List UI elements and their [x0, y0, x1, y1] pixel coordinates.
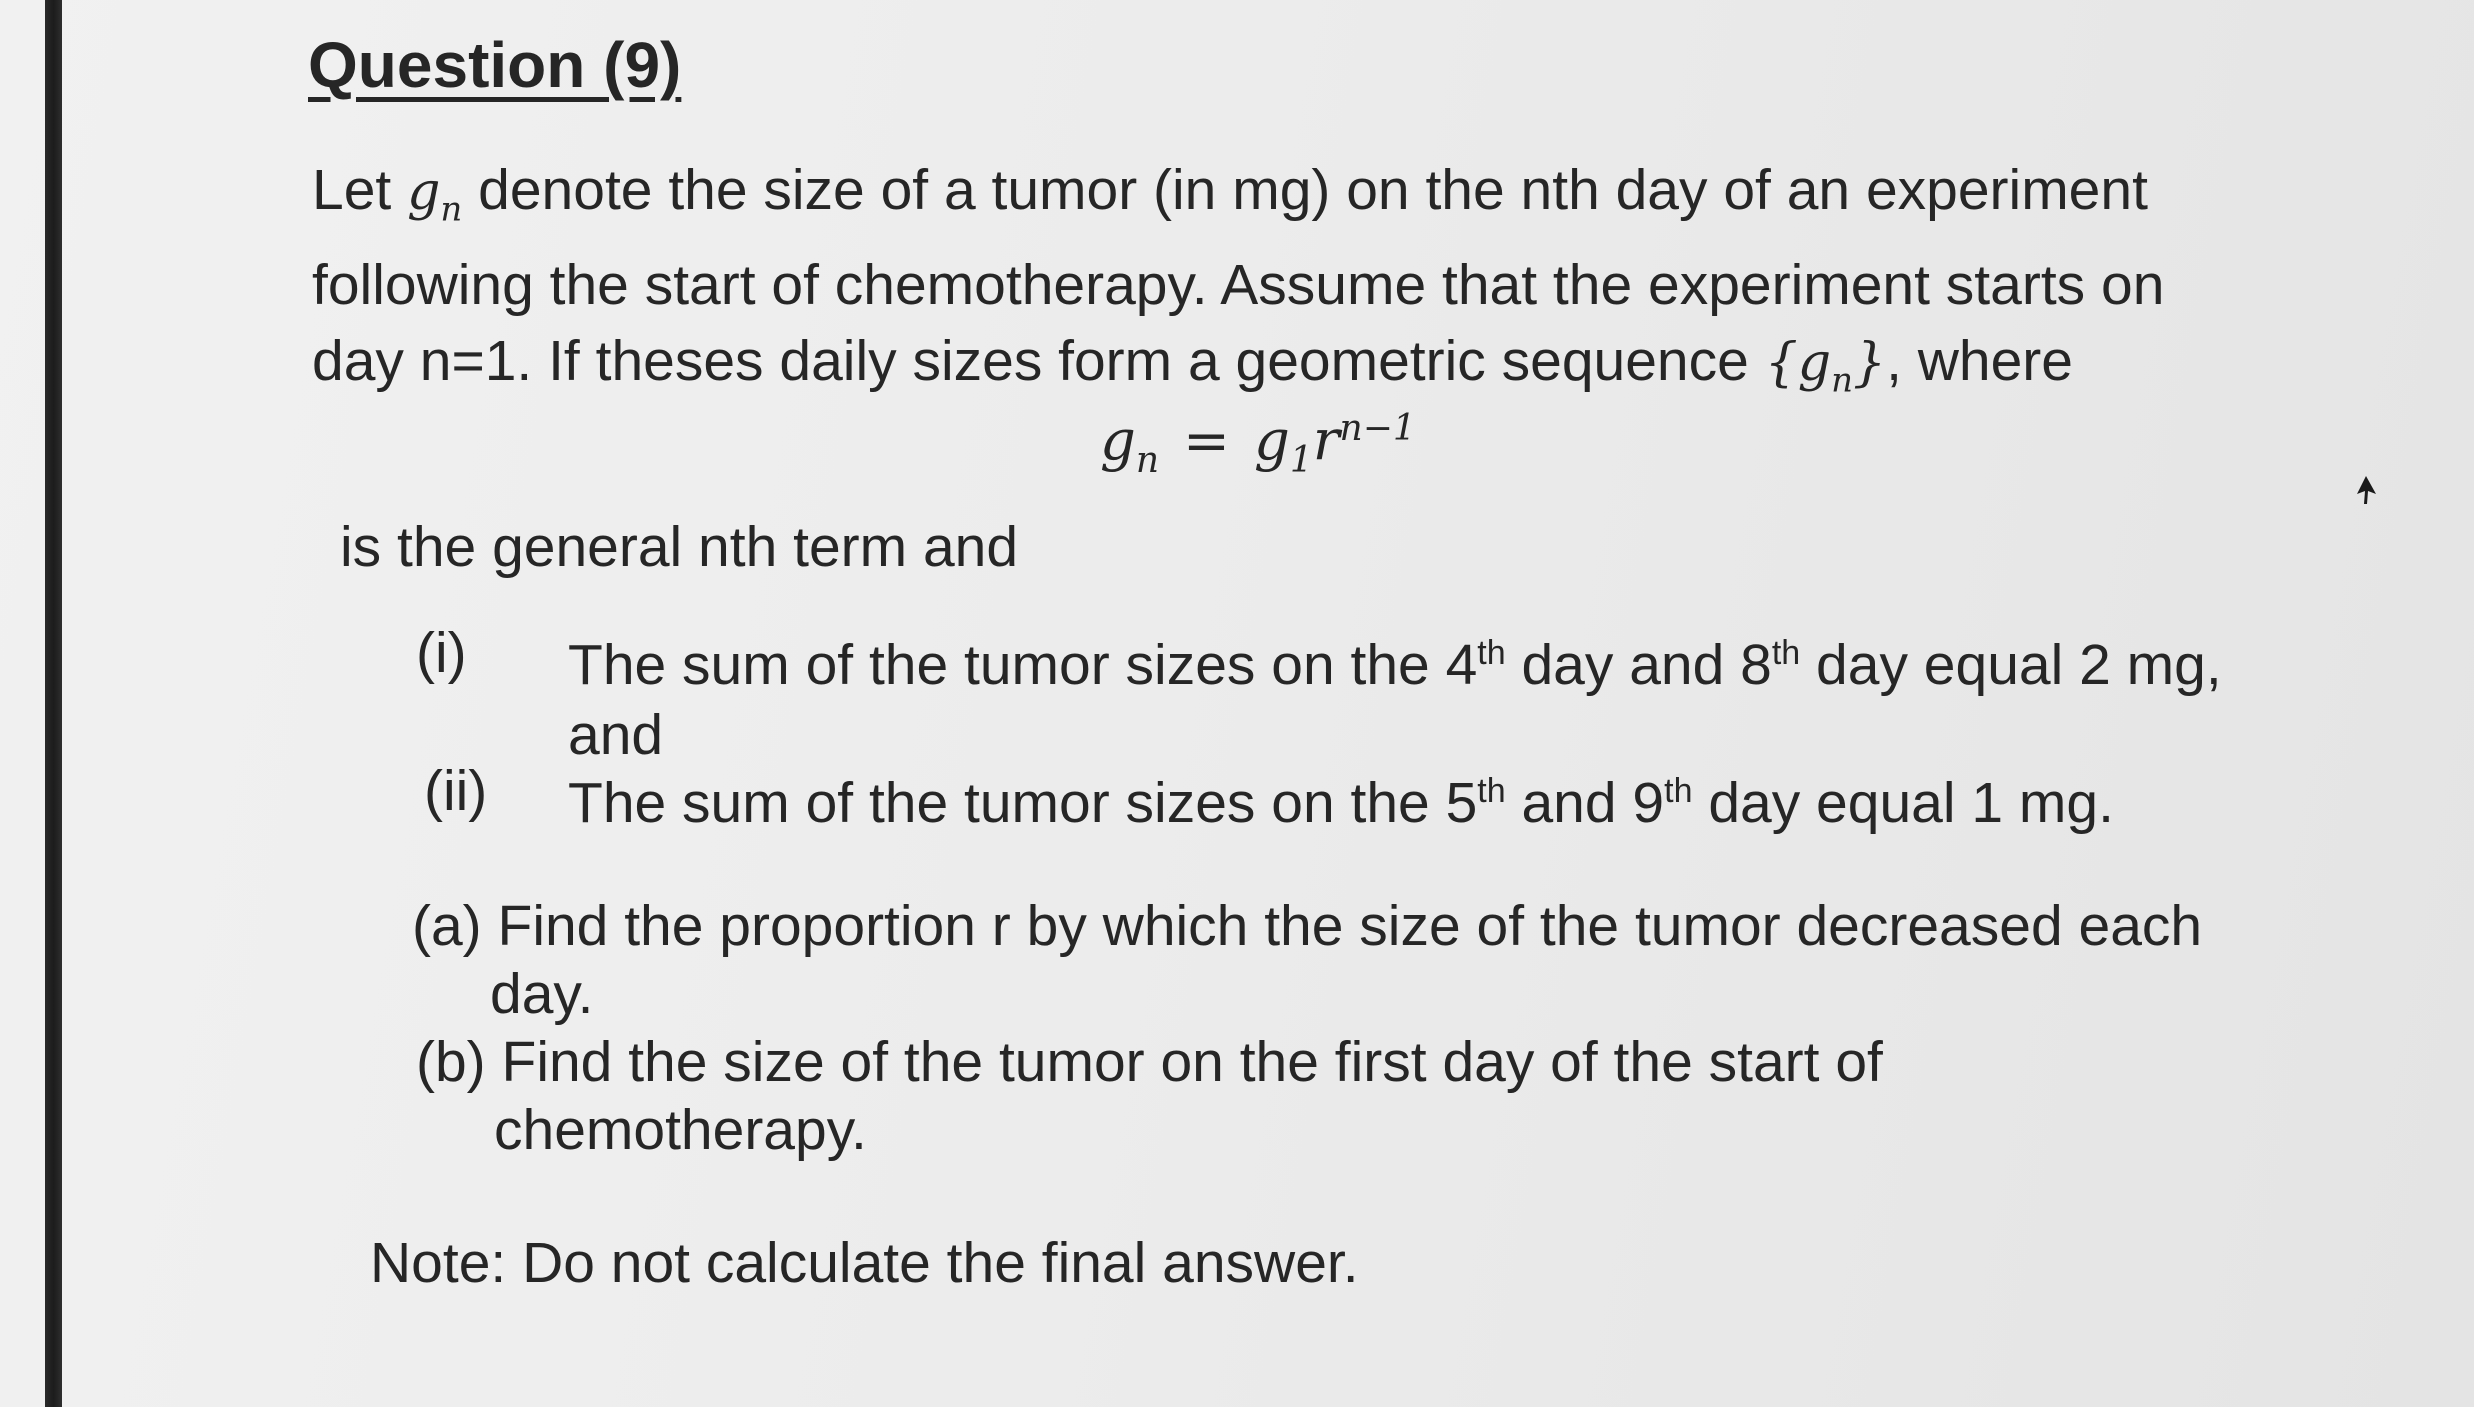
sequence-term: $g_n$	[407, 162, 463, 230]
intro-line-3: day n=1. If theses daily sizes form a geometric sequence $\{g_n\}$, where	[312, 329, 2073, 401]
sequence-set: $\{g_n\}$	[1764, 333, 1887, 401]
intro-line-2: following the start of chemotherapy. Assume that the experiment starts on	[312, 253, 2165, 318]
note-text: Note: Do not calculate the final answer.	[370, 1231, 1359, 1295]
mouse-pointer-icon	[2354, 474, 2380, 506]
condition-text: The sum of the tumor sizes on the 5th and 9th day equal 1 mg.	[568, 771, 2114, 835]
question-title: Question (9)	[308, 29, 682, 101]
general-term-formula: $g_n = g_1r^{n-1}$	[1100, 408, 1416, 481]
condition-label: (ii)	[424, 759, 488, 823]
question-part-b: (b) Find the size of the tumor on the first day of the start of chemotherapy.	[416, 1030, 1883, 1162]
condition-label: (i)	[416, 621, 467, 685]
screen-bezel	[45, 0, 62, 1407]
formula-followup: is the general nth term and	[340, 515, 1019, 579]
condition-text: The sum of the tumor sizes on the 4th day and 8th day equal 2 mg, and	[568, 633, 2222, 767]
problem-intro	[312, 152, 2212, 419]
intro-line-1: Let $g_n$ denote the size of a tumor (in mg) on the nth day of an experiment	[312, 158, 2148, 230]
question-part-a: (a) Find the proportion r by which the size of the tumor decreased each day.	[412, 894, 2203, 1026]
